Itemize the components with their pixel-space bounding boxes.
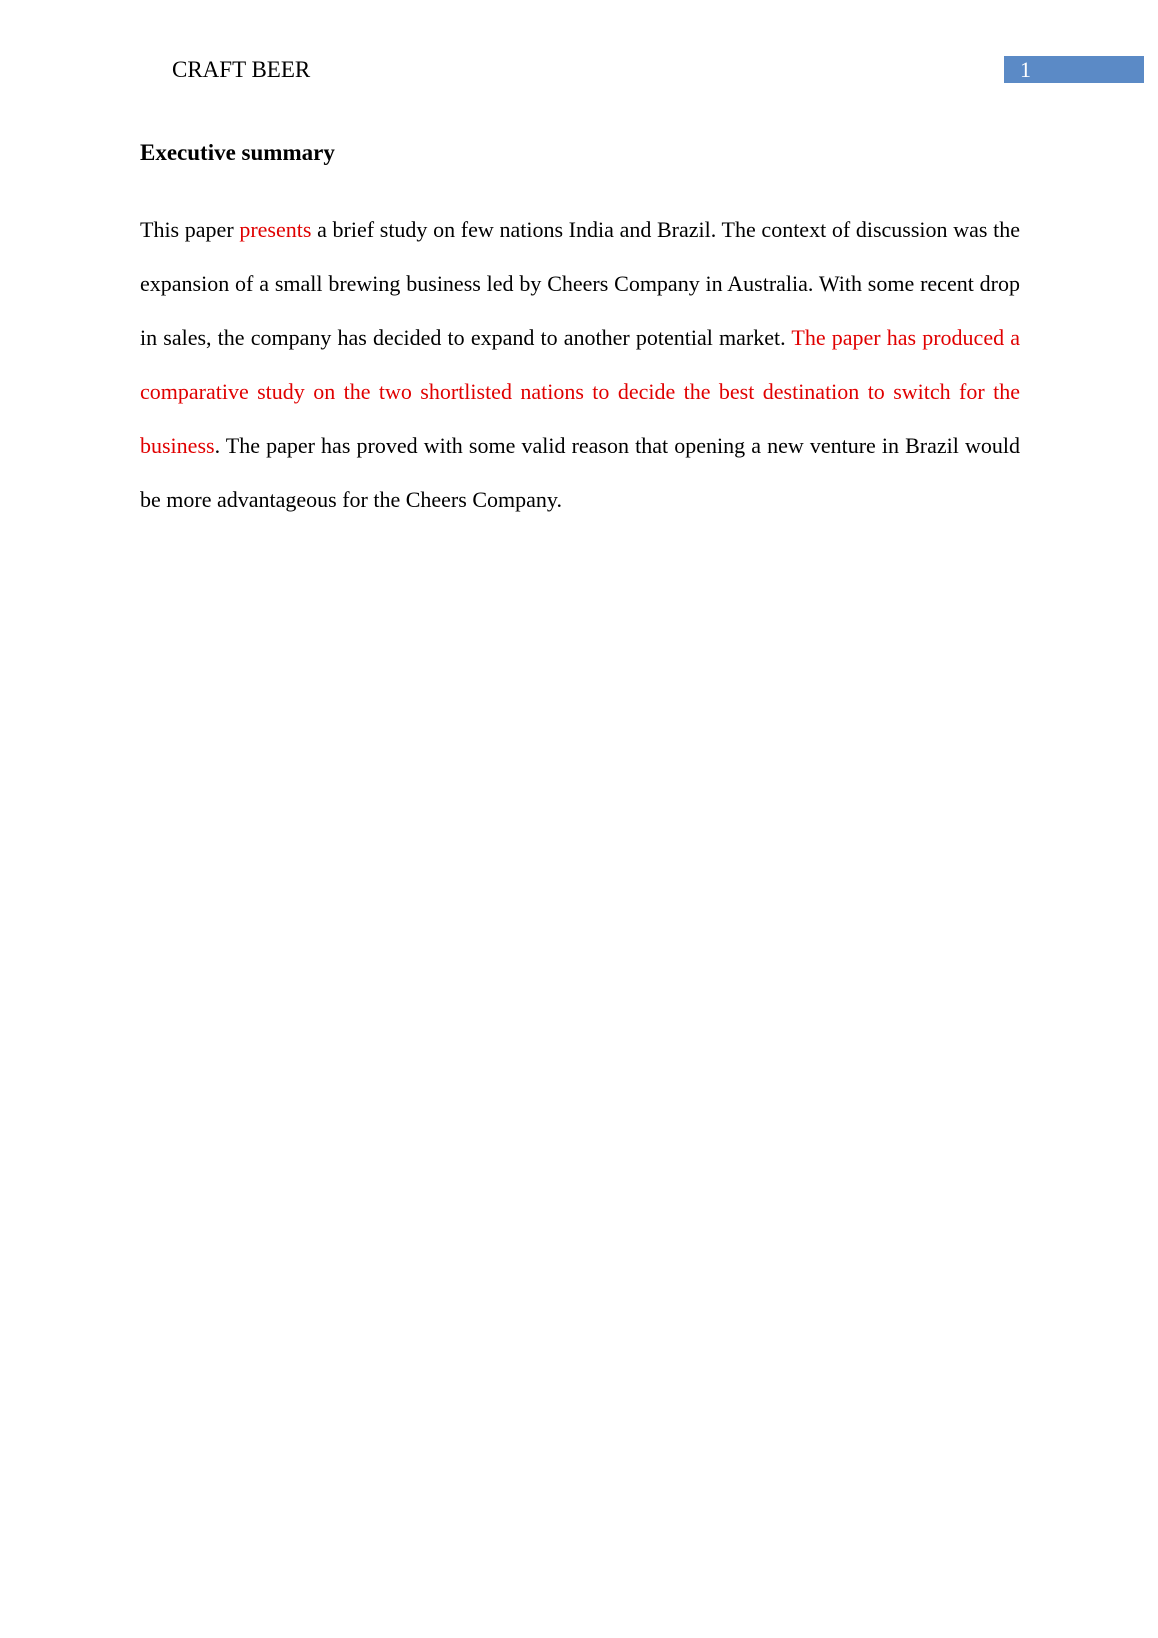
executive-summary-paragraph — [140, 203, 1020, 527]
paragraph-text-part-3: a brief study on few nations India and Brazil. The context of discussion was the expansion of a small brewing business led by Cheers Company in Australia. With some recent drop in sales, the company has decided to expand to another potential market. — [140, 217, 1020, 350]
section-heading: Executive summary — [140, 140, 335, 165]
paragraph-text-part-1: This paper — [140, 217, 240, 242]
page-number: 1 — [1020, 57, 1031, 82]
running-header-title: CRAFT BEER — [172, 57, 311, 82]
page-number-badge — [1004, 56, 1144, 83]
highlighted-word: presents — [239, 217, 312, 242]
highlighted-sentence: The paper has produced a comparative study on the two shortlisted nations to decide the best destination to switch for the business — [140, 325, 1020, 458]
paragraph-text-part-5: . The paper has proved with some valid reason that opening a new venture in Brazil would be more advantageous for the Cheers Company. — [140, 433, 1020, 512]
